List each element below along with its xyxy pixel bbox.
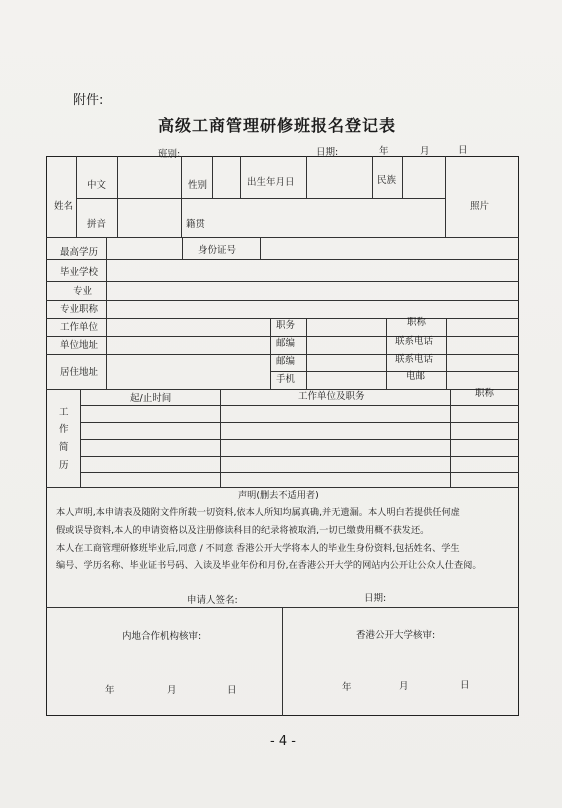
hkou-review-label: 香港公开大学核审:	[356, 630, 436, 641]
declaration-line-1: 本人声明,本申请表及随附文件所载一切资料,依本人所知均属真确,并无遗漏。本人明白若提供任何虚	[56, 507, 460, 518]
postcode-label-1: 邮编	[276, 338, 296, 349]
resume-rank-header: 职称	[475, 388, 495, 399]
contact-phone-label-2: 联系电话	[395, 354, 434, 365]
date-year: 年	[379, 146, 389, 157]
attachment-label: 附件:	[73, 93, 104, 108]
chinese-label: 中文	[87, 180, 107, 191]
resume-label-2: 作	[59, 424, 69, 435]
position-label: 职务	[276, 320, 296, 331]
date-month: 月	[420, 146, 430, 157]
rank-label: 职称	[407, 317, 427, 328]
date-label: 日期:	[316, 147, 339, 158]
hkou-review-year: 年	[342, 682, 352, 693]
class-label: 班别:	[158, 149, 181, 160]
applicant-signature-label: 申请人签名:	[187, 595, 238, 606]
resume-label-4: 历	[59, 460, 69, 471]
postcode-label-2: 邮编	[276, 356, 296, 367]
resume-label-1: 工	[59, 407, 69, 418]
mobile-label: 手机	[276, 374, 296, 385]
native-place-label: 籍贯	[186, 219, 206, 230]
signature-date-label: 日期:	[364, 593, 387, 604]
mainland-review-month: 月	[167, 685, 177, 696]
mainland-review-year: 年	[105, 685, 115, 696]
declaration-line-3: 本人在工商管理研修班毕业后,同意 / 不同意 香港公开大学将本人的毕业生身份资料,包括姓名、学生	[56, 543, 460, 554]
employer-label: 工作单位	[60, 322, 99, 333]
hkou-review-day: 日	[460, 680, 470, 691]
email-label: 电邮	[406, 371, 426, 382]
page-number: - 4 -	[270, 734, 296, 749]
employer-address-label: 单位地址	[60, 340, 99, 351]
school-label: 毕业学校	[60, 267, 99, 278]
hkou-review-month: 月	[399, 681, 409, 692]
mainland-review-day: 日	[227, 685, 237, 696]
title-rank-label: 专业职称	[60, 304, 99, 315]
ethnicity-label: 民族	[377, 175, 397, 186]
mainland-review-label: 内地合作机构核审:	[122, 631, 202, 642]
date-day: 日	[458, 145, 468, 156]
declaration-line-4: 编号、学历名称、毕业证书号码、入读及毕业年份和月份,在香港公开大学的网站内公开让公众人仕查阅。	[56, 560, 482, 571]
resume-label-3: 简	[59, 442, 69, 453]
photo-label: 照片	[470, 201, 490, 212]
id-number-label: 身份证号	[198, 245, 237, 256]
home-address-label: 居住地址	[60, 367, 99, 378]
contact-phone-label-1: 联系电话	[395, 336, 434, 347]
gender-label: 性别	[188, 180, 208, 191]
form-title: 高级工商管理研修班报名登记表	[158, 116, 397, 135]
name-label: 姓名	[54, 201, 74, 212]
declaration-line-2: 假或误导资料,本人的申请资格以及注册修读科目的纪录将被取消,一切已缴费用概不获发还。	[56, 525, 430, 536]
birth-label: 出生年月日	[247, 177, 295, 188]
resume-period-header: 起/止时间	[130, 393, 172, 404]
resume-employer-header: 工作单位及职务	[298, 391, 365, 402]
major-label: 专业	[73, 286, 93, 297]
declaration-heading: 声明(删去不适用者)	[238, 490, 319, 501]
education-label: 最高学历	[60, 247, 99, 258]
pinyin-label: 拼音	[87, 219, 107, 230]
